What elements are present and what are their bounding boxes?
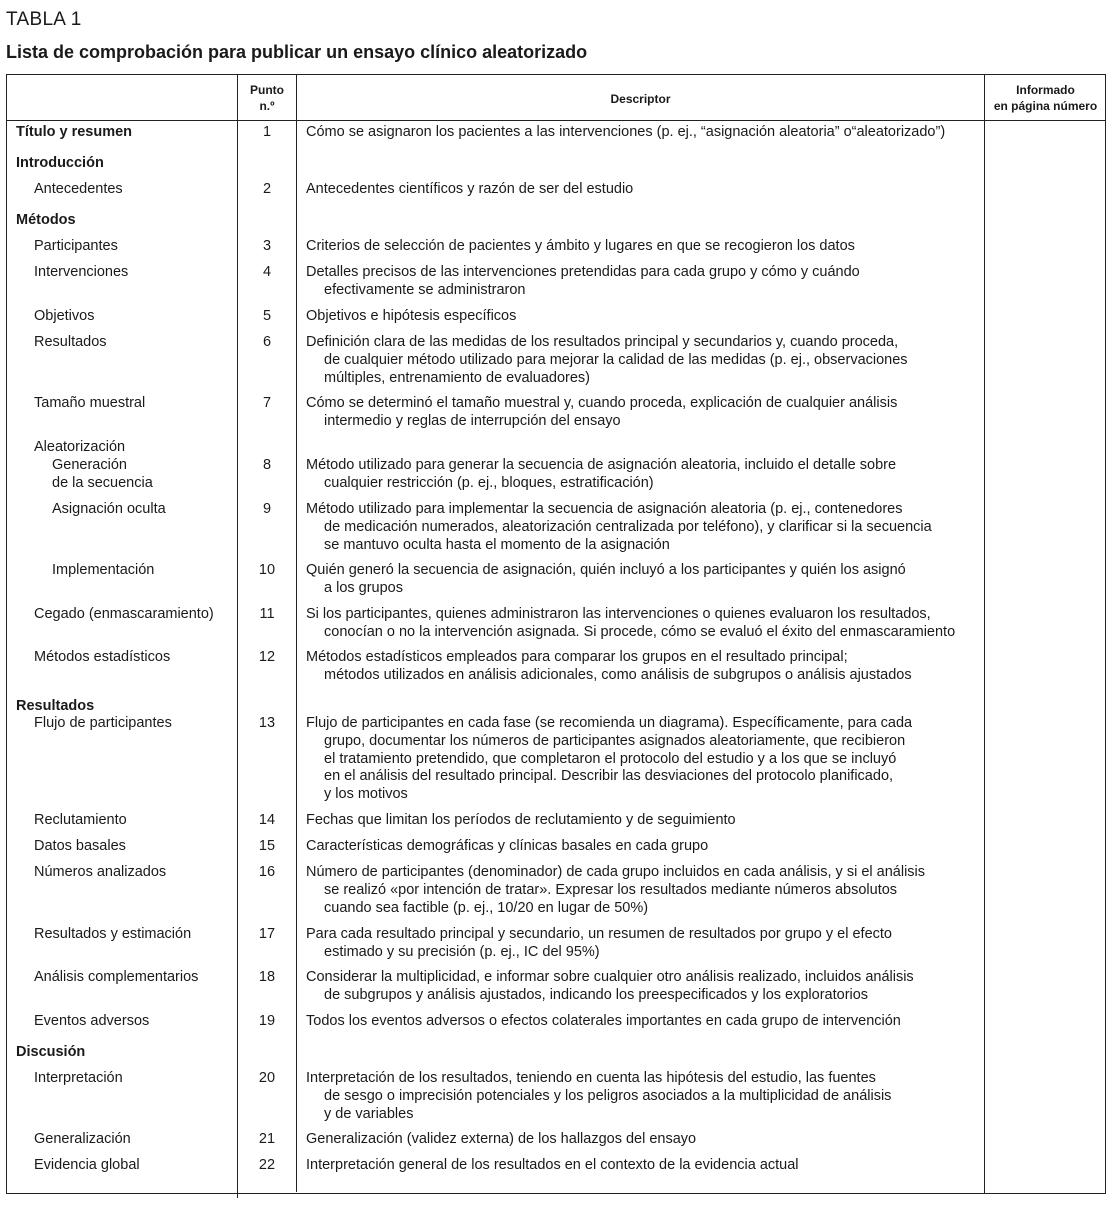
row-label xyxy=(34,439,125,457)
item-descriptor xyxy=(306,264,860,300)
row-label xyxy=(34,1131,131,1149)
row-label-text: Métodos estadísticos xyxy=(34,649,171,665)
descriptor-line: de sesgo o imprecisión potenciales y los peligros asociados a la multiplicidad de análisis xyxy=(324,1087,892,1104)
item-number: 7 xyxy=(262,395,272,411)
row-label-text: Objetivos xyxy=(34,308,95,324)
descriptor-line: Objetivos e hipótesis específicos xyxy=(306,308,517,324)
descriptor-line: de cualquier método utilizado para mejorar la calidad de las medidas (p. ej., observaciones xyxy=(324,351,908,368)
item-number: 2 xyxy=(262,181,272,197)
descriptor-line: de subgrupos y análisis ajustados, indicando los preespecificados y los exploratorios xyxy=(324,986,869,1003)
row-label-text: Intervenciones xyxy=(34,264,129,280)
row-label xyxy=(34,334,107,352)
column-divider-descriptor xyxy=(296,74,297,1192)
descriptor-line: Generalización (validez externa) de los hallazgos del ensayo xyxy=(306,1131,697,1147)
row-label xyxy=(52,457,153,493)
row-label xyxy=(52,501,166,519)
descriptor-line: y los motivos xyxy=(324,786,408,803)
header-punto xyxy=(238,82,296,114)
row-label-text: Reclutamiento xyxy=(34,812,127,828)
descriptor-line: grupo, documentar los números de participantes asignados aleatoriamente, que recibieron xyxy=(324,732,906,749)
descriptor-line: Antecedentes científicos y razón de ser del estudio xyxy=(306,181,634,197)
item-number: 20 xyxy=(258,1070,276,1086)
descriptor-line: Cómo se asignaron los pacientes a las intervenciones (p. ej., “asignación aleatoria” o“aleatorizado”) xyxy=(306,124,946,140)
row-label-text: Métodos xyxy=(16,212,76,228)
row-label xyxy=(34,649,170,667)
header-informado-line1: Informado xyxy=(1016,83,1075,97)
row-label xyxy=(34,969,198,987)
row-label xyxy=(34,606,214,624)
row-label xyxy=(34,395,145,413)
descriptor-line: múltiples, entrenamiento de evaluadores) xyxy=(324,369,590,386)
descriptor-line: Si los participantes, quienes administraron las intervenciones o quienes evaluaron los resultados, xyxy=(306,606,931,622)
descriptor-line: efectivamente se administraron xyxy=(324,281,526,298)
item-descriptor xyxy=(306,457,896,493)
row-label-text: Implementación xyxy=(52,562,155,578)
item-number: 3 xyxy=(262,238,272,254)
section-heading xyxy=(16,212,76,230)
descriptor-line: Detalles precisos de las intervenciones pretendidas para cada grupo y cómo y cuándo xyxy=(306,264,860,280)
row-label-text: Generación xyxy=(52,457,127,473)
row-label xyxy=(34,1013,149,1031)
row-label xyxy=(34,308,94,326)
item-number: 18 xyxy=(258,969,276,985)
descriptor-line: el tratamiento pretendido, que completaron el protocolo del estudio y a los que se incluyó xyxy=(324,750,897,767)
row-label-text: Evidencia global xyxy=(34,1157,140,1173)
descriptor-line: Definición clara de las medidas de los resultados principal y secundarios y, cuando proceda, xyxy=(306,334,899,350)
descriptor-line: a los grupos xyxy=(324,579,403,596)
item-descriptor xyxy=(306,812,736,830)
row-label-text: Asignación oculta xyxy=(52,501,166,517)
column-divider-informado xyxy=(984,74,985,1194)
item-descriptor xyxy=(306,715,912,804)
header-divider xyxy=(6,120,1106,121)
item-number: 11 xyxy=(259,606,275,622)
item-number: 4 xyxy=(262,264,272,280)
row-label xyxy=(34,838,126,856)
row-label-text: Aleatorización xyxy=(34,439,126,455)
item-descriptor xyxy=(306,238,855,256)
descriptor-line: Todos los eventos adversos o efectos colaterales importantes en cada grupo de intervención xyxy=(306,1013,901,1029)
row-label xyxy=(34,864,166,882)
row-label-text: Resultados xyxy=(34,334,107,350)
row-label xyxy=(34,238,118,256)
header-punto-line2: n.º xyxy=(259,99,275,113)
descriptor-line: de medicación numerados, aleatorización centralizada por teléfono), y clarificar si la secuencia xyxy=(324,518,932,535)
descriptor-line: Métodos estadísticos empleados para comparar los grupos en el resultado principal; xyxy=(306,649,848,665)
row-label xyxy=(34,715,172,733)
item-number: 5 xyxy=(262,308,272,324)
descriptor-line: conocían o no la intervención asignada. Si procede, cómo se evaluó el éxito del enmascaramiento xyxy=(324,623,956,640)
item-descriptor xyxy=(306,501,932,554)
row-label xyxy=(34,1157,140,1175)
descriptor-line: Quién generó la secuencia de asignación, quién incluyó a los participantes y quién los asignó xyxy=(306,562,906,578)
descriptor-line: se mantuvo oculta hasta el momento de la asignación xyxy=(324,536,670,553)
item-descriptor xyxy=(306,1070,891,1123)
row-label-text: Cegado (enmascaramiento) xyxy=(34,606,214,622)
item-number: 9 xyxy=(262,501,272,517)
section-heading xyxy=(16,698,94,716)
descriptor-line: cuando sea factible (p. ej., 10/20 en lugar de 50%) xyxy=(324,899,649,916)
item-descriptor xyxy=(306,838,708,856)
item-number: 14 xyxy=(258,812,276,828)
item-number: 16 xyxy=(258,864,276,880)
item-descriptor xyxy=(306,334,908,387)
row-label xyxy=(34,812,127,830)
item-number: 12 xyxy=(258,649,276,665)
item-number: 13 xyxy=(258,715,276,731)
descriptor-line: Considerar la multiplicidad, e informar sobre cualquier otro análisis realizado, incluidos análisis xyxy=(306,969,914,985)
descriptor-line: Interpretación general de los resultados en el contexto de la evidencia actual xyxy=(306,1157,799,1173)
header-informado xyxy=(985,82,1106,114)
item-number: 19 xyxy=(258,1013,276,1029)
item-descriptor xyxy=(306,864,925,917)
item-number: 1 xyxy=(262,124,272,140)
item-descriptor xyxy=(306,969,914,1005)
item-number: 8 xyxy=(262,457,272,473)
item-descriptor xyxy=(306,124,945,142)
row-label-text: Interpretación xyxy=(34,1070,123,1086)
descriptor-line: métodos utilizados en análisis adicionales, como análisis de subgrupos o análisis ajustados xyxy=(324,666,912,683)
item-number: 17 xyxy=(258,926,276,942)
row-label-text: Generalización xyxy=(34,1131,131,1147)
item-number: 15 xyxy=(258,838,276,854)
row-label xyxy=(52,562,154,580)
descriptor-line: Flujo de participantes en cada fase (se recomienda un diagrama). Específicamente, para cada xyxy=(306,715,913,731)
row-label-text: Números analizados xyxy=(34,864,167,880)
item-descriptor xyxy=(306,649,912,685)
item-descriptor xyxy=(306,562,906,598)
descriptor-line: y de variables xyxy=(324,1105,414,1122)
section-heading xyxy=(16,155,104,173)
row-label xyxy=(34,181,123,199)
item-descriptor xyxy=(306,1131,696,1149)
row-label-text: Eventos adversos xyxy=(34,1013,150,1029)
item-descriptor xyxy=(306,1157,799,1175)
table-title: Lista de comprobación para publicar un ensayo clínico aleatorizado xyxy=(6,42,588,62)
descriptor-line: Fechas que limitan los períodos de reclutamiento y de seguimiento xyxy=(306,812,736,828)
row-label-text: Datos basales xyxy=(34,838,126,854)
item-number: 10 xyxy=(258,562,276,578)
item-descriptor xyxy=(306,181,633,199)
descriptor-line: Método utilizado para implementar la secuencia de asignación aleatoria (p. ej., contenedores xyxy=(306,501,903,517)
descriptor-line: Interpretación de los resultados, teniendo en cuenta las hipótesis del estudio, las fuentes xyxy=(306,1070,876,1086)
row-label-text: Antecedentes xyxy=(34,181,123,197)
section-heading xyxy=(16,1044,85,1062)
row-label-text: Resultados xyxy=(16,698,95,714)
row-label xyxy=(34,926,191,944)
row-label-text: Participantes xyxy=(34,238,118,254)
table-label: TABLA 1 xyxy=(6,9,82,30)
row-label-text: Análisis complementarios xyxy=(34,969,199,985)
descriptor-line: Cómo se determinó el tamaño muestral y, cuando proceda, explicación de cualquier análisis xyxy=(306,395,898,411)
row-label-text: Flujo de participantes xyxy=(34,715,172,731)
descriptor-line: Método utilizado para generar la secuencia de asignación aleatoria, incluido el detalle sobre xyxy=(306,457,897,473)
row-label-text: Resultados y estimación xyxy=(34,926,192,942)
descriptor-line: cualquier restricción (p. ej., bloques, estratificación) xyxy=(324,474,654,491)
section-heading xyxy=(16,124,132,142)
descriptor-line: Características demográficas y clínicas basales en cada grupo xyxy=(306,838,709,854)
item-descriptor xyxy=(306,1013,901,1031)
descriptor-line: Criterios de selección de pacientes y ámbito y lugares en que se recogieron los datos xyxy=(306,238,855,254)
item-descriptor xyxy=(306,395,897,431)
header-descriptor: Descriptor xyxy=(610,92,671,106)
item-number: 6 xyxy=(262,334,272,350)
header-punto-line1: Punto xyxy=(250,83,284,97)
row-label-text: Discusión xyxy=(16,1044,86,1060)
row-label-text: Tamaño muestral xyxy=(34,395,146,411)
descriptor-line: Número de participantes (denominador) de cada grupo incluidos en cada análisis, y si el análisis xyxy=(306,864,926,880)
descriptor-line: Para cada resultado principal y secundario, un resumen de resultados por grupo y el efecto xyxy=(306,926,892,942)
item-descriptor xyxy=(306,606,955,642)
row-label-text: Introducción xyxy=(16,155,104,171)
row-label xyxy=(34,264,128,282)
item-number: 21 xyxy=(258,1131,276,1147)
item-descriptor xyxy=(306,926,892,962)
row-label xyxy=(34,1070,123,1088)
row-label-text: Título y resumen xyxy=(16,124,133,140)
descriptor-line: estimado y su precisión (p. ej., IC del 95%) xyxy=(324,943,600,960)
descriptor-line: intermedio y reglas de interrupción del ensayo xyxy=(324,412,621,429)
descriptor-line: se realizó «por intención de tratar». Expresar los resultados mediante números absolutos xyxy=(324,881,898,898)
descriptor-line: en el análisis del resultado principal. Describir las desviaciones del protocolo planificado, xyxy=(324,768,894,785)
row-label-text-line2: de la secuencia xyxy=(52,474,153,491)
item-number: 22 xyxy=(258,1157,276,1173)
item-descriptor xyxy=(306,308,516,326)
header-informado-line2: en página número xyxy=(993,99,1098,113)
